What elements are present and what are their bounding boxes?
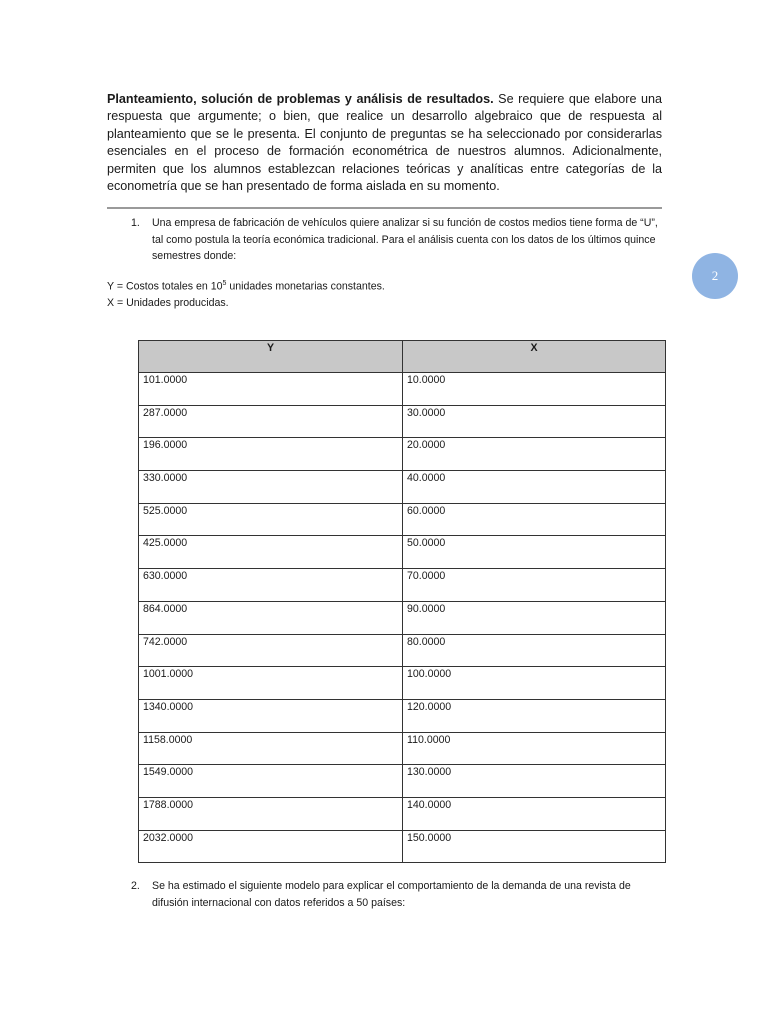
cell-x: 60.0000 [403,503,666,536]
table-row [139,601,666,634]
variable-definitions [107,276,385,311]
cell-y: 1549.0000 [139,765,403,798]
cell-y: 630.0000 [139,569,403,602]
cell-y: 2032.0000 [139,830,403,863]
cell-y: 196.0000 [139,438,403,471]
cell-x: 20.0000 [403,438,666,471]
table-row [139,373,666,406]
column-header-y: Y [139,341,403,373]
cell-x: 70.0000 [403,569,666,602]
table-row [139,536,666,569]
cell-y: 742.0000 [139,634,403,667]
cell-x: 120.0000 [403,699,666,732]
intro-bold-lead: Planteamiento, solución de problemas y análisis de resultados. [107,92,494,106]
definition-y-exponent: 5 [222,280,227,287]
cell-y: 1340.0000 [139,699,403,732]
cell-x: 40.0000 [403,471,666,504]
cell-x: 10.0000 [403,373,666,406]
cell-y: 101.0000 [139,373,403,406]
cell-y: 425.0000 [139,536,403,569]
cell-x: 140.0000 [403,797,666,830]
table-row [139,830,666,863]
table-row [139,797,666,830]
cell-y: 1001.0000 [139,667,403,700]
cell-x: 50.0000 [403,536,666,569]
cell-y: 864.0000 [139,601,403,634]
table-body [139,373,666,863]
data-table [138,340,666,863]
cell-x: 100.0000 [403,667,666,700]
question-2-text: Se ha estimado el siguiente modelo para explicar el comportamiento de la demanda de una revista de difusión internacional con datos referidos a 50 países: [152,880,631,909]
table-row [139,503,666,536]
cell-x: 130.0000 [403,765,666,798]
cell-x: 90.0000 [403,601,666,634]
section-divider [107,207,662,209]
page-number-badge: 2 [692,253,738,299]
table-header-row [139,341,666,373]
column-header-x: X [403,341,666,373]
table-row [139,634,666,667]
intro-text: Se requiere que elabore una respuesta que argumente; o bien, que realice un desarrollo algebraico que de respuesta al planteamiento que se le presenta. El conjunto de preguntas se ha seleccionado por considerarlas esenciales en el proceso de formación econométrica de nuestros alumnos. Adicionalmente, permiten que los alumnos establezcan relaciones teóricas y analíticas entre categorías de la econometría que se han presentado de forma aislada en su momento. [107,92,662,194]
cell-x: 80.0000 [403,634,666,667]
intro-paragraph [107,91,662,195]
cell-y: 1158.0000 [139,732,403,765]
definition-x: X = Unidades producidas. [107,296,229,309]
question-1-number: 1. [131,217,140,229]
table-row [139,699,666,732]
table-row [139,471,666,504]
cell-x: 110.0000 [403,732,666,765]
cell-y: 330.0000 [139,471,403,504]
table-row [139,732,666,765]
table-row [139,569,666,602]
cell-y: 1788.0000 [139,797,403,830]
table-row [139,765,666,798]
question-1-text: Una empresa de fabricación de vehículos quiere analizar si su función de costos medios tiene forma de “U”, tal como postula la teoría económica tradicional. Para el análisis cuenta con los datos de los últimos quince semestres donde: [152,217,658,262]
table-row [139,405,666,438]
definition-y: Y = Costos totales en $10^5$ unidades monetarias constantes. [107,280,385,293]
cell-x: 150.0000 [403,830,666,863]
cell-y: 525.0000 [139,503,403,536]
question-2-number: 2. [131,880,140,892]
table-row [139,438,666,471]
cell-y: 287.0000 [139,405,403,438]
cell-x: 30.0000 [403,405,666,438]
table-row [139,667,666,700]
